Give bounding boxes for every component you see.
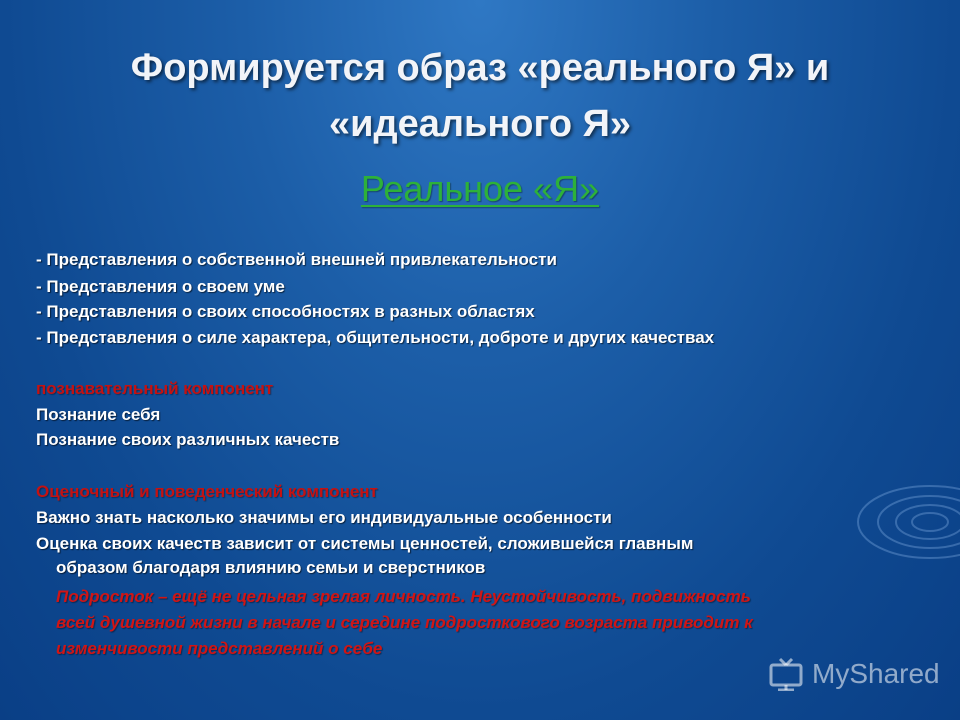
cognitive-item: Познание себя xyxy=(36,405,161,424)
slide-subtitle: Реальное «Я» xyxy=(360,168,600,209)
slide-title xyxy=(20,40,940,152)
bullet-item: - Представления о своих способностях в разных областях xyxy=(36,302,535,321)
teen-note-line: всей душевной жизни в начале и середине подросткового возраста приводит к xyxy=(56,613,753,632)
myshared-watermark xyxy=(768,656,940,692)
watermark-text: MyShared xyxy=(812,658,940,689)
myshared-logo-icon xyxy=(768,657,804,691)
evaluative-item-continuation: образом благодаря влиянию семьи и сверстников xyxy=(56,558,486,577)
slide-title-line-1: Формируется образ «реального Я» и xyxy=(130,47,830,89)
cognitive-component-heading: познавательный компонент xyxy=(36,379,274,398)
cognitive-item: Познание своих различных качеств xyxy=(36,430,340,449)
evaluative-component-heading: Оценочный и поведенческий компонент xyxy=(36,482,378,501)
bullet-item: - Представления о собственной внешней привлекательности xyxy=(36,250,557,269)
bullet-item: - Представления о своем уме xyxy=(36,277,285,296)
teen-note-line: изменчивости представлений о себе xyxy=(56,639,383,658)
teen-note-line: Подросток – ещё не цельная зрелая личность. Неустойчивость, подвижность xyxy=(56,587,751,606)
bullet-item: - Представления о силе характера, общительности, доброте и других качествах xyxy=(36,328,715,347)
water-ripple-decoration xyxy=(820,470,960,590)
evaluative-item: Оценка своих качеств зависит от системы ценностей, сложившейся главным xyxy=(36,534,694,553)
teen-note xyxy=(56,584,936,662)
evaluative-item: Важно знать насколько значимы его индивидуальные особенности xyxy=(36,508,612,527)
slide-title-line-2: «идеального Я» xyxy=(328,103,632,145)
